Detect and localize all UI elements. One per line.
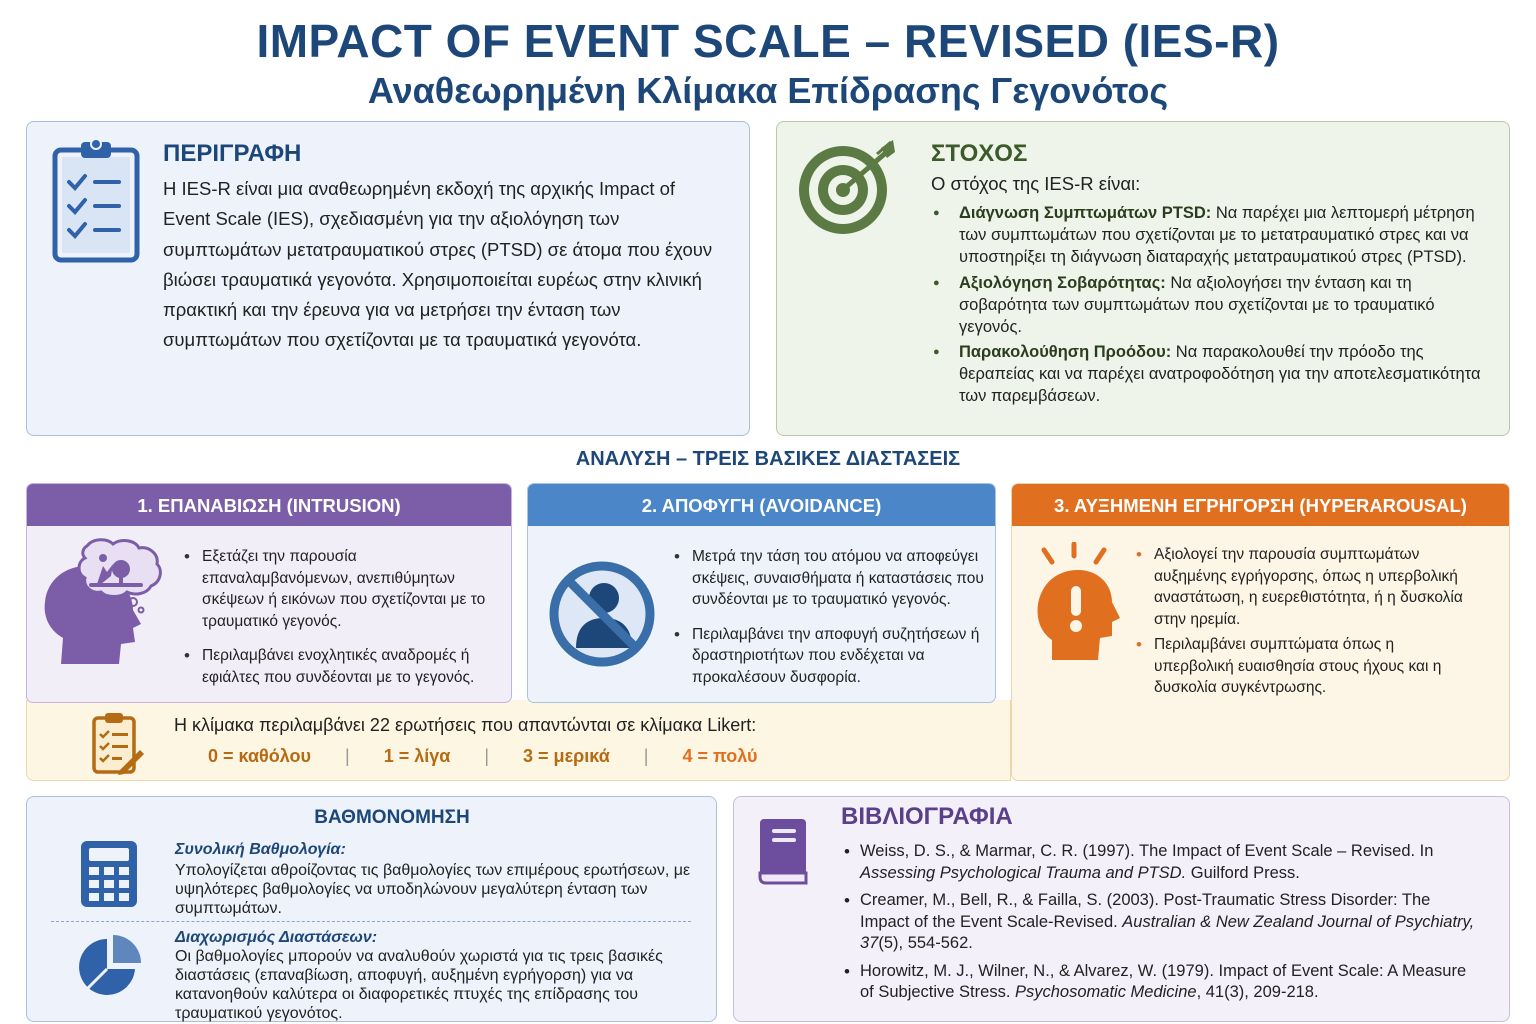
reference-text: Guilford Press. [1186,863,1300,882]
goal-item [933,202,1493,268]
reference-item [844,841,1484,884]
goal-item [933,272,1493,338]
reference-source: Australian & New Zealand Journal of Psychiatry, 37 [860,912,1475,952]
no-person-icon [546,558,662,670]
dimension-hyperarousal-header: 3. ΑΥΞΗΜΕΝΗ ΕΓΡΗΓΟΡΣΗ (HYPERAROUSAL) [1012,484,1509,526]
likert-option: 0 = καθόλου [208,746,312,766]
dimension-intrusion-header: 1. ΕΠΑΝΑΒΙΩΣΗ (INTRUSION) [27,484,511,526]
likert-band [26,700,1011,781]
list-item: • Μετρά την τάση του ατόμου να αποφεύγει σκέψεις, συναισθήματα ή καταστάσεις που συνδέονται με το τραυματικό γεγονός. [674,546,992,611]
likert-separator: | [484,746,490,766]
reference-item [844,961,1484,1004]
goal-item [933,341,1493,407]
likert-scale [208,746,757,767]
reference-item [844,890,1484,955]
dimension-hyperarousal-card [1011,483,1510,781]
list-item: • Περιλαμβάνει την αποφυγή συζητήσεων ή δραστηριοτήτων που ενδέχεται να προκαλέσουν δυσφορία. [674,624,992,689]
list-item: • Περιλαμβάνει ενοχλητικές αναδρομές ή εφιάλτες που συνδέονται με το γεγονός. [184,645,504,688]
goal-list [933,202,1493,411]
goal-item-label: Διάγνωση Συμπτωμάτων PTSD: [959,204,1212,222]
dimension-avoidance-header: 2. ΑΠΟΦΥΓΗ (AVOIDANCE) [528,484,995,526]
description-title: ΠΕΡΙΓΡΑΦΗ [163,140,302,167]
reference-text: (5), 554-562. [878,934,973,952]
reference-source: Psychosomatic Medicine [1015,983,1197,1001]
list-item: • Εξετάζει την παρουσία επαναλαμβανόμενων, ανεπιθύμητων σκέψεων ή εικόνων που σχετίζονται με το τραυματικό γεγονός. [184,546,504,632]
total-score-text: Υπολογίζεται αθροίζοντας τις βαθμολογίες των επιμέρους ερωτήσεων, με υψηλότερες βαθμολογίες να υποδηλώνουν μεγαλύτερη ένταση των συμπτωμάτων. [175,862,691,917]
head-thought-icon [41,536,165,666]
likert-separator: | [643,746,649,766]
goal-item-label: Αξιολόγηση Σοβαρότητας: [959,273,1166,292]
page-subtitle: Αναθεωρημένη Κλίμακα Επίδρασης Γεγονότος [367,70,1169,111]
likert-option: 4 = πολύ [682,746,758,766]
reference-source: Assessing Psychological Trauma and PTSD. [860,863,1187,882]
scoring-title: ΒΑΘΜΟΝΟΜΗΣΗ [314,807,470,828]
goal-intro: Ο στόχος της IES-R είναι: [931,173,1141,194]
divider [51,921,691,922]
head-alert-icon [1030,542,1126,662]
dimension-hyperarousal-list [1136,544,1476,703]
goal-title: ΣΤΟΧΟΣ [931,140,1028,167]
reference-text: Weiss, D. S., & Marmar, C. R. (1997). The Impact of Event Scale – Revised. In [860,842,1434,860]
clipboard-checklist-icon [51,136,143,264]
reference-list [844,841,1484,1010]
bibliography-panel [733,796,1510,1022]
reference-text: Horowitz, M. J., Wilner, N., & Alvarez, W. (1979). Impact of Event Scale: A Measure of Subjective Stress. [860,961,1467,1001]
goal-item-text: Να αξιολογήσει την ένταση και τη σοβαρότητα των συμπτωμάτων που σχετίζονται με το τραυματικό γεγονός. [959,273,1435,336]
dimension-avoidance-list [674,546,992,701]
dimension-intrusion-card [26,483,512,703]
likert-separator: | [345,746,350,766]
list-item: • Αξιολογεί την παρουσία συμπτωμάτων αυξημένης εγρήγορσης, όπως η υπερβολική αναστάτωση, η ευερεθιστότητα, ή η δυσκολία στην ηρεμία. [1136,544,1476,630]
goal-item-label: Παρακολούθηση Προόδου: [959,343,1172,361]
likert-description: Η κλίμακα περιλαμβάνει 22 ερωτήσεις που απαντώνται σε κλίμακα Likert: [174,715,757,735]
goal-panel [776,121,1510,436]
analysis-title: ΑΝΑΛΥΣΗ – ΤΡΕΙΣ ΒΑΣΙΚΕΣ ΔΙΑΣΤΑΣΕΙΣ [575,448,961,470]
reference-text: , 41(3), 209-218. [1196,983,1319,1001]
list-item: • Περιλαμβάνει συμπτώματα όπως η υπερβολική ευαισθησία στους ήχους και η δυσκολία συγκέντρωσης. [1136,634,1476,699]
dimension-avoidance-card [527,483,996,703]
book-icon [756,817,812,885]
calculator-icon [79,839,139,909]
description-panel [26,121,750,436]
dimension-intrusion-list [184,546,504,701]
likert-option: 1 = λίγα [383,746,451,766]
total-score-heading: Συνολική Βαθμολογία: [175,841,346,858]
goal-item-text: Να παρέχει μια λεπτομερή μέτρηση των συμπτωμάτων που σχετίζονται με το μετατραυματικό στρες και να υποστηρίξει τη διάγνωση διαταραχής μετατραυματικού στρες (PTSD). [959,204,1475,266]
reference-text: Creamer, M., Bell, R., & Failla, S. (2003). Post-Traumatic Stress Disorder: The Impact of the Event Scale-Revised. [860,891,1431,931]
target-icon [797,138,905,238]
pie-chart-icon [77,935,141,997]
page-title: IMPACT OF EVENT SCALE – REVISED (IES-R) [256,15,1280,67]
goal-item-text: Να παρακολουθεί την πρόοδο της θεραπείας και να παρέχει ανατροφοδότηση για την αποτελεσματικότητα των παρεμβάσεων. [959,343,1481,405]
dimension-split-text: Οι βαθμολογίες μπορούν να αναλυθούν χωριστά για τις τρεις βασικές διαστάσεις (επαναβίωση, αποφυγή, αυξημένη εγρήγορση) για να κατανοηθούν καλύτερα οι διαφορετικές πτυχές της επίδρασης του τραυματικού γεγονότος. [175,948,663,1022]
description-body: Η IES-R είναι μια αναθεωρημένη εκδοχή της αρχικής Impact of Event Scale (IES), σχεδιασμένη για την αξιολόγηση των συμπτωμάτων μετατραυματικού στρες (PTSD) σε άτομα που έχουν βιώσει τραυματικά γεγονότα. Χρησιμοποιείται ευρέως στην κλινική πρακτική και την έρευνα για να μετρήσει την ένταση των συμπτωμάτων που σχετίζονται με τα τραυματικά γεγονότα. [163,178,713,351]
likert-option: 3 = μερικά [523,746,610,766]
dimension-split-heading: Διαχωρισμός Διαστάσεων: [175,929,378,946]
bibliography-title: ΒΙΒΛΙΟΓΡΑΦΙΑ [841,803,1013,830]
clipboard-pencil-icon [90,710,146,776]
scoring-panel [26,796,717,1022]
